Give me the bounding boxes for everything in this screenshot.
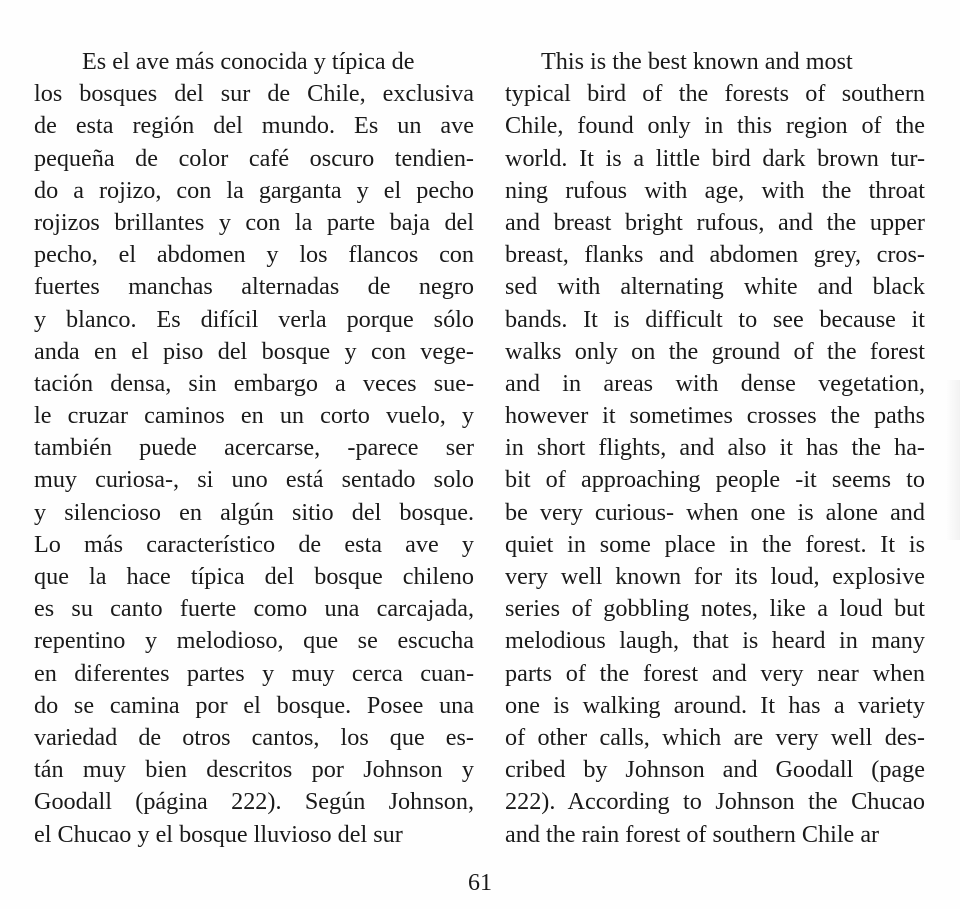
text-line: however it sometimes crosses the paths (505, 402, 925, 430)
page-edge-shadow (946, 380, 960, 540)
text-line: walks only on the ground of the forest (505, 337, 925, 365)
text-line: ning rufous with age, with the throat (505, 176, 925, 204)
english-text-column (505, 46, 925, 851)
spanish-text-column (34, 46, 474, 851)
text-line: pecho, el abdomen y los flancos con (34, 241, 474, 269)
text-line: también puede acercarse, -parece ser (34, 434, 474, 462)
text-line: de esta región del mundo. Es un ave (34, 112, 474, 140)
text-line: typical bird of the forests of southern (505, 80, 925, 108)
page-number: 61 (468, 870, 492, 896)
text-line: world. It is a little bird dark brown tur- (505, 144, 925, 172)
text-line: and in areas with dense vegetation, (505, 369, 925, 397)
text-line: bands. It is difficult to see because it (505, 305, 925, 333)
text-line: parts of the forest and very near when (505, 659, 925, 687)
text-line: muy curiosa-, si uno está sentado solo (34, 466, 474, 494)
text-line: pequeña de color café oscuro tendien- (34, 144, 474, 172)
text-line: Chile, found only in this region of the (505, 112, 925, 140)
text-line: very well known for its loud, explosive (505, 563, 925, 590)
text-line: do se camina por el bosque. Posee una (34, 691, 474, 719)
text-line: en diferentes partes y muy cerca cuan- (34, 659, 474, 687)
text-line: es su canto fuerte como una carcajada, (34, 595, 474, 623)
text-line: 222). According to Johnson the Chucao (505, 788, 925, 816)
text-line: and breast bright rufous, and the upper (505, 208, 925, 236)
text-line: Es el ave más conocida y típica de (82, 48, 415, 75)
text-line: tación densa, sin embargo a veces sue- (34, 369, 474, 397)
text-line: tán muy bien descritos por Johnson y (34, 756, 474, 784)
text-line: fuertes manchas alternadas de negro (34, 273, 474, 301)
text-line: be very curious- when one is alone and (505, 498, 925, 526)
text-line: los bosques del sur de Chile, exclusiva (34, 80, 474, 108)
text-line: of other calls, which are very well des- (505, 723, 925, 751)
text-line: quiet in some place in the forest. It is (505, 530, 925, 558)
text-line: cribed by Johnson and Goodall (page (505, 756, 925, 784)
text-line: do a rojizo, con la garganta y el pecho (34, 176, 474, 204)
text-line: series of gobbling notes, like a loud but (505, 595, 925, 623)
text-line: breast, flanks and abdomen grey, cros- (505, 241, 925, 269)
text-line: and the rain forest of southern Chile ar (505, 820, 880, 848)
text-line: que la hace típica del bosque chileno (34, 563, 474, 590)
text-line: rojizos brillantes y con la parte baja del (34, 208, 474, 236)
text-line: Lo más característico de esta ave y (34, 530, 474, 558)
text-line: one is walking around. It has a variety (505, 691, 925, 719)
text-line: anda en el piso del bosque y con vege- (34, 337, 474, 365)
text-line: repentino y melodioso, que se escucha (34, 627, 474, 655)
text-line: Goodall (página 222). Según Johnson, (34, 788, 474, 816)
text-line: el Chucao y el bosque lluvioso del sur (34, 820, 403, 848)
text-line: sed with alternating white and black (505, 273, 925, 301)
text-line: y blanco. Es difícil verla porque sólo (34, 305, 474, 333)
text-line: bit of approaching people -it seems to (505, 466, 925, 494)
text-line: y silencioso en algún sitio del bosque. (34, 498, 474, 526)
text-line: le cruzar caminos en un corto vuelo, y (34, 402, 474, 430)
text-line: variedad de otros cantos, los que es- (34, 723, 474, 751)
text-line: melodious laugh, that is heard in many (505, 627, 925, 655)
text-line: This is the best known and most (541, 48, 853, 75)
text-line: in short flights, and also it has the ha- (505, 434, 925, 462)
